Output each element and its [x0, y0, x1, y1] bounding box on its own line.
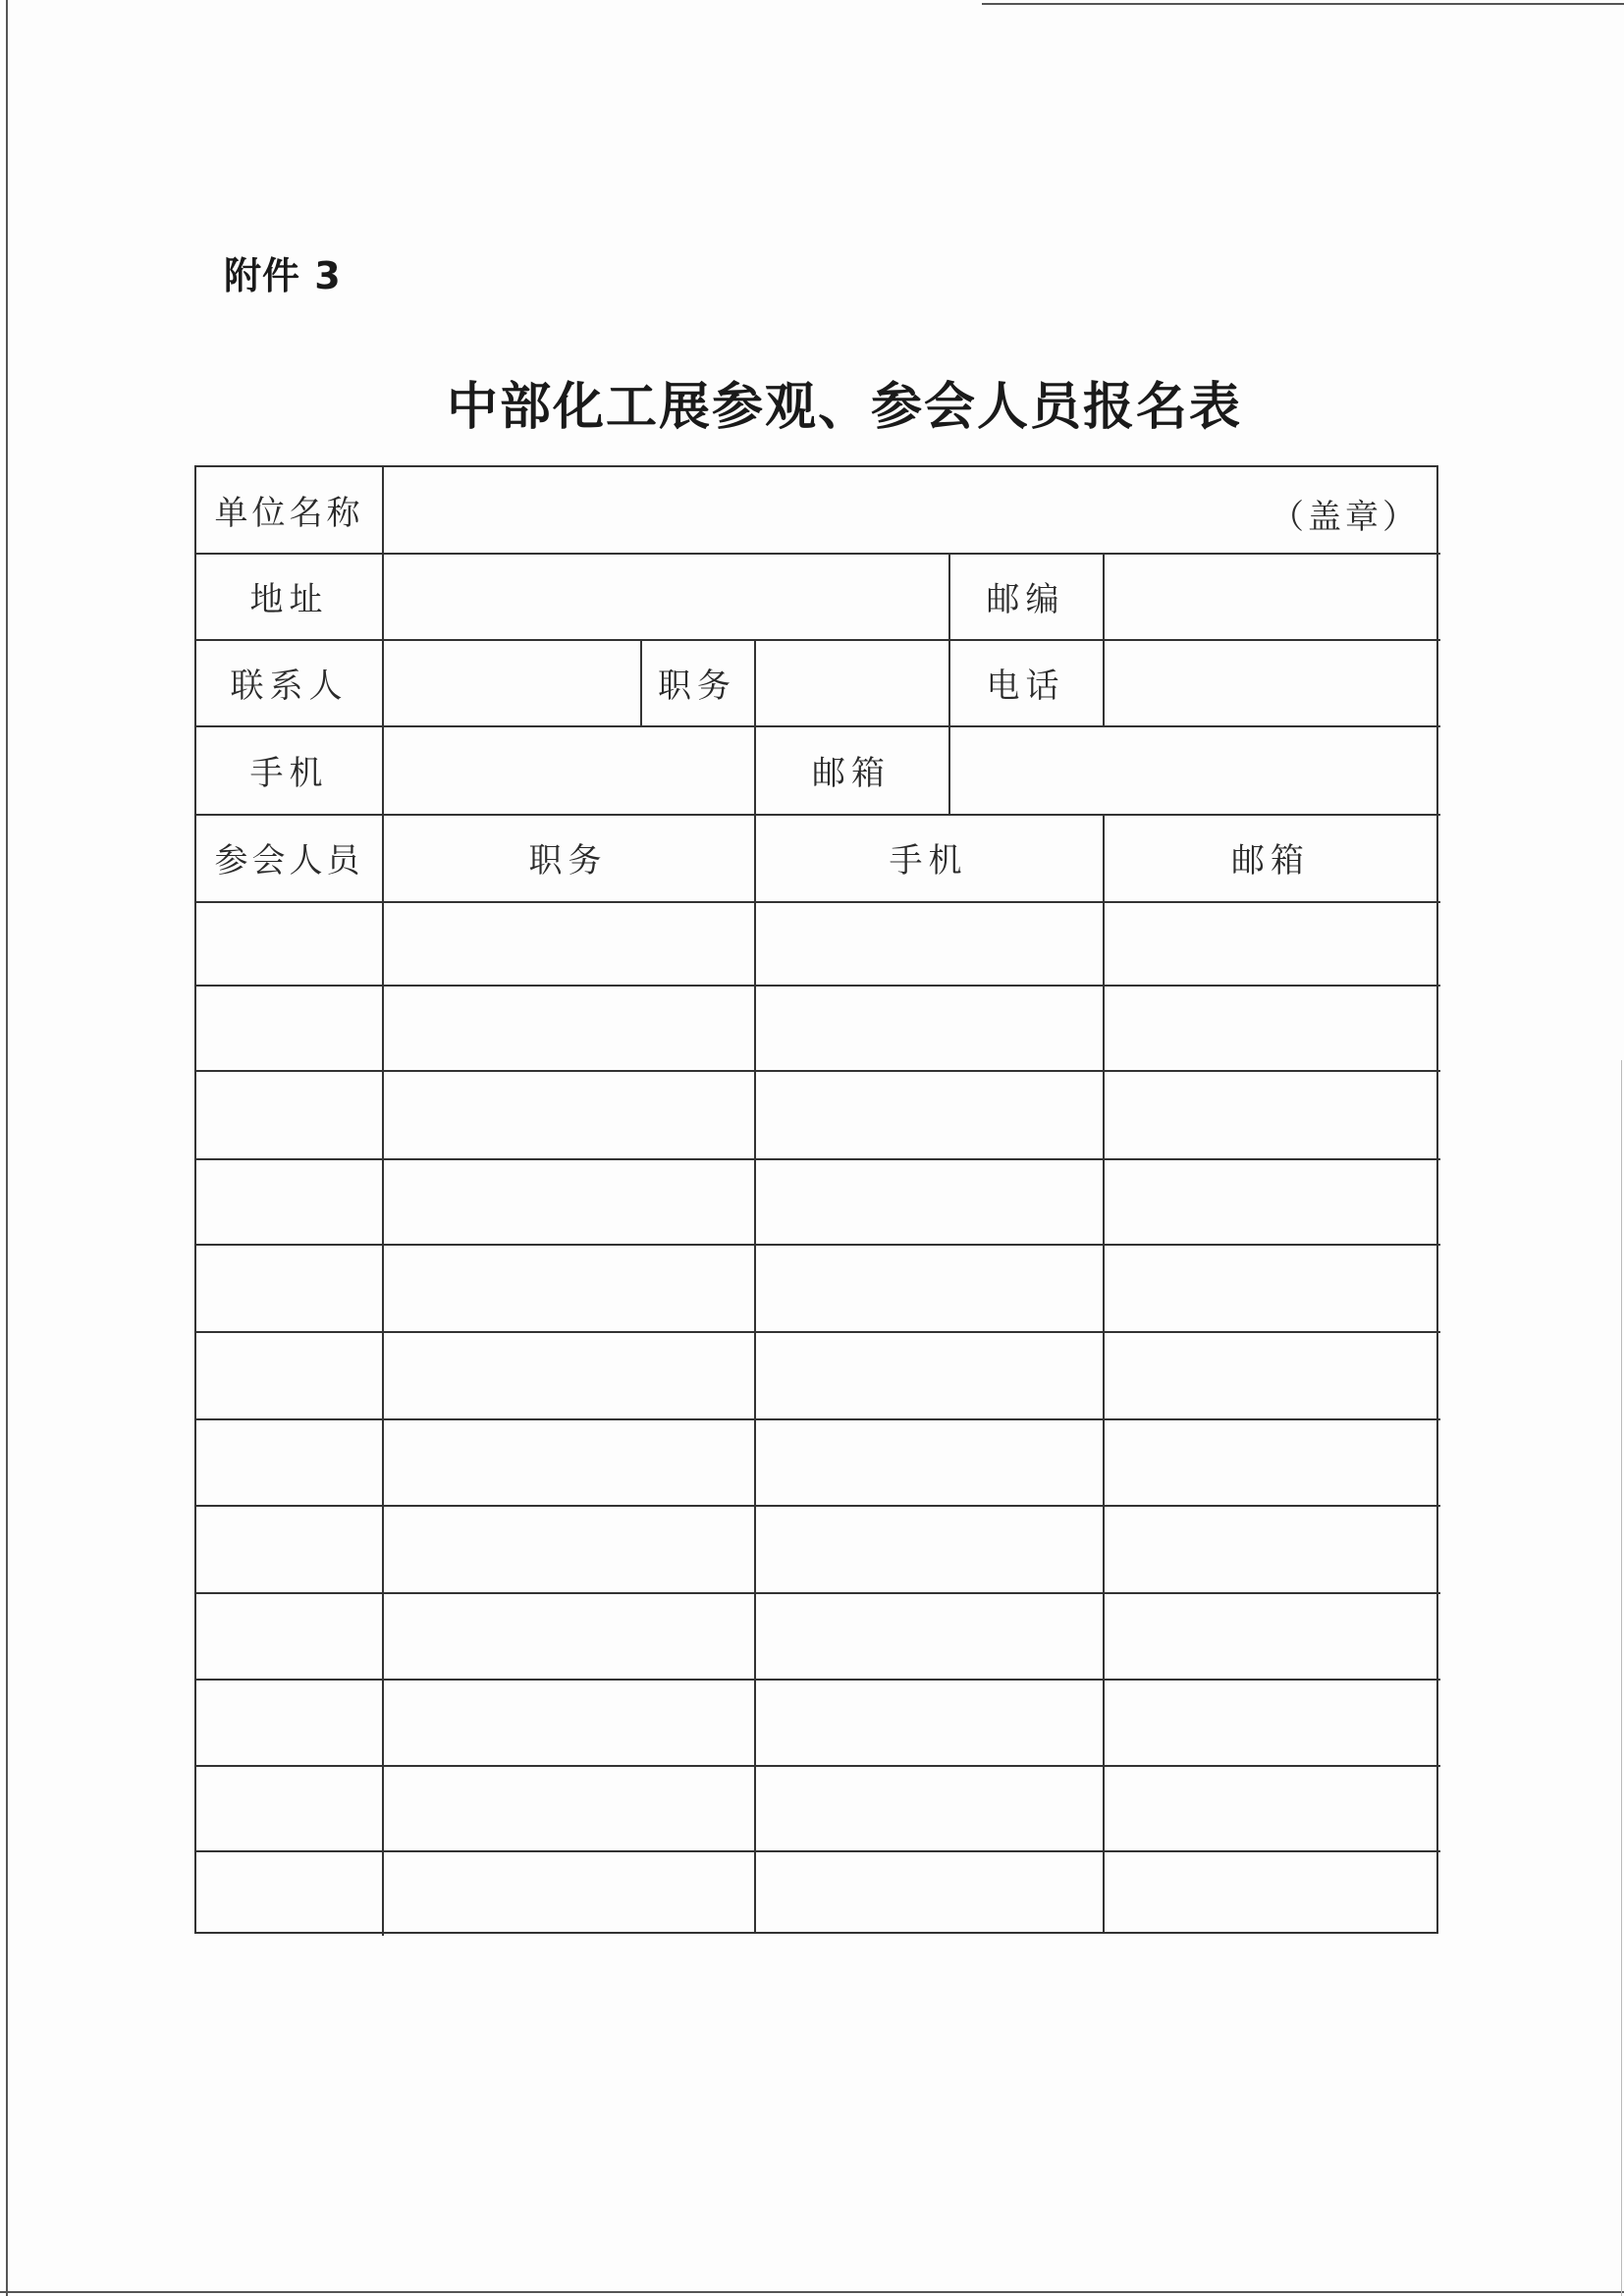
phone-field[interactable]	[1105, 639, 1438, 725]
attachment-label: 附件 3	[224, 254, 342, 297]
attendee-mobile-cell[interactable]	[756, 1507, 1103, 1592]
attendee-name-cell[interactable]	[196, 1767, 382, 1850]
attendee-mobile-cell[interactable]	[756, 1420, 1103, 1505]
attendee-position-cell[interactable]	[384, 903, 754, 985]
attendee-name-cell[interactable]	[196, 1681, 382, 1765]
page-edge-top	[982, 3, 1624, 5]
attendee-email-cell[interactable]	[1105, 1160, 1438, 1244]
position-field[interactable]	[756, 639, 948, 725]
attendee-mobile-cell[interactable]	[756, 1333, 1103, 1418]
attendee-name-cell[interactable]	[196, 1246, 382, 1331]
attendee-mobile-cell[interactable]	[756, 1072, 1103, 1158]
col-header-attendee: 参会人员	[214, 841, 364, 881]
attendee-position-cell[interactable]	[384, 1507, 754, 1592]
col-header-position: 职务	[528, 841, 608, 881]
attendee-email-cell[interactable]	[1105, 1852, 1438, 1934]
page-edge-right	[1621, 1060, 1622, 2296]
email-label: 邮箱	[812, 753, 891, 793]
attendee-mobile-cell[interactable]	[756, 903, 1103, 985]
attendee-mobile-cell[interactable]	[756, 1160, 1103, 1244]
col-header-mobile: 手机	[889, 841, 968, 881]
attendee-name-cell[interactable]	[196, 1072, 382, 1158]
col-header-email: 邮箱	[1231, 841, 1310, 881]
postcode-field[interactable]	[1105, 553, 1438, 639]
attendee-position-cell[interactable]	[384, 1852, 754, 1934]
seal-note: （盖章）	[1271, 498, 1420, 537]
attendee-name-cell[interactable]	[196, 903, 382, 985]
contact-label: 联系人	[230, 666, 349, 706]
attendee-name-cell[interactable]	[196, 1852, 382, 1934]
address-field[interactable]	[384, 553, 948, 639]
attendee-mobile-cell[interactable]	[756, 987, 1103, 1070]
attendee-email-cell[interactable]	[1105, 1681, 1438, 1765]
attendee-mobile-cell[interactable]	[756, 1852, 1103, 1934]
attendee-name-cell[interactable]	[196, 1333, 382, 1418]
attendee-position-cell[interactable]	[384, 1420, 754, 1505]
attendee-position-cell[interactable]	[384, 1681, 754, 1765]
page-edge-left	[6, 0, 8, 2296]
attendee-name-cell[interactable]	[196, 1507, 382, 1592]
mobile-label: 手机	[249, 753, 329, 793]
email-field[interactable]	[950, 725, 1438, 814]
attendee-position-cell[interactable]	[384, 1072, 754, 1158]
attendee-mobile-cell[interactable]	[756, 1594, 1103, 1679]
attendee-position-cell[interactable]	[384, 987, 754, 1070]
attendee-email-cell[interactable]	[1105, 1072, 1438, 1158]
attendee-email-cell[interactable]	[1105, 1333, 1438, 1418]
attendee-name-cell[interactable]	[196, 1594, 382, 1679]
attendee-position-cell[interactable]	[384, 1160, 754, 1244]
attendee-mobile-cell[interactable]	[756, 1767, 1103, 1850]
attendee-position-cell[interactable]	[384, 1767, 754, 1850]
page-edge-bottom	[0, 2291, 1624, 2293]
attendee-mobile-cell[interactable]	[756, 1246, 1103, 1331]
attendee-name-cell[interactable]	[196, 1160, 382, 1244]
page-title: 中部化工展参观、参会人员报名表	[447, 378, 1243, 437]
address-label: 地址	[249, 579, 329, 619]
attendee-email-cell[interactable]	[1105, 1507, 1438, 1592]
phone-label: 电话	[986, 666, 1065, 706]
attendee-email-cell[interactable]	[1105, 1767, 1438, 1850]
position-label: 职务	[658, 666, 736, 706]
attendee-email-cell[interactable]	[1105, 1594, 1438, 1679]
attendee-position-cell[interactable]	[384, 1594, 754, 1679]
attendee-email-cell[interactable]	[1105, 903, 1438, 985]
attendee-email-cell[interactable]	[1105, 1420, 1438, 1505]
attendee-email-cell[interactable]	[1105, 987, 1438, 1070]
attendee-position-cell[interactable]	[384, 1333, 754, 1418]
unit-name-label: 单位名称	[214, 494, 364, 533]
attendee-mobile-cell[interactable]	[756, 1681, 1103, 1765]
mobile-field[interactable]	[384, 725, 754, 814]
attendee-name-cell[interactable]	[196, 987, 382, 1070]
attendee-email-cell[interactable]	[1105, 1246, 1438, 1331]
attendee-position-cell[interactable]	[384, 1246, 754, 1331]
postcode-label: 邮编	[986, 579, 1065, 619]
contact-field[interactable]	[384, 639, 640, 725]
attendee-name-cell[interactable]	[196, 1420, 382, 1505]
registration-table	[194, 465, 1438, 1934]
unit-name-field[interactable]	[384, 467, 1268, 553]
